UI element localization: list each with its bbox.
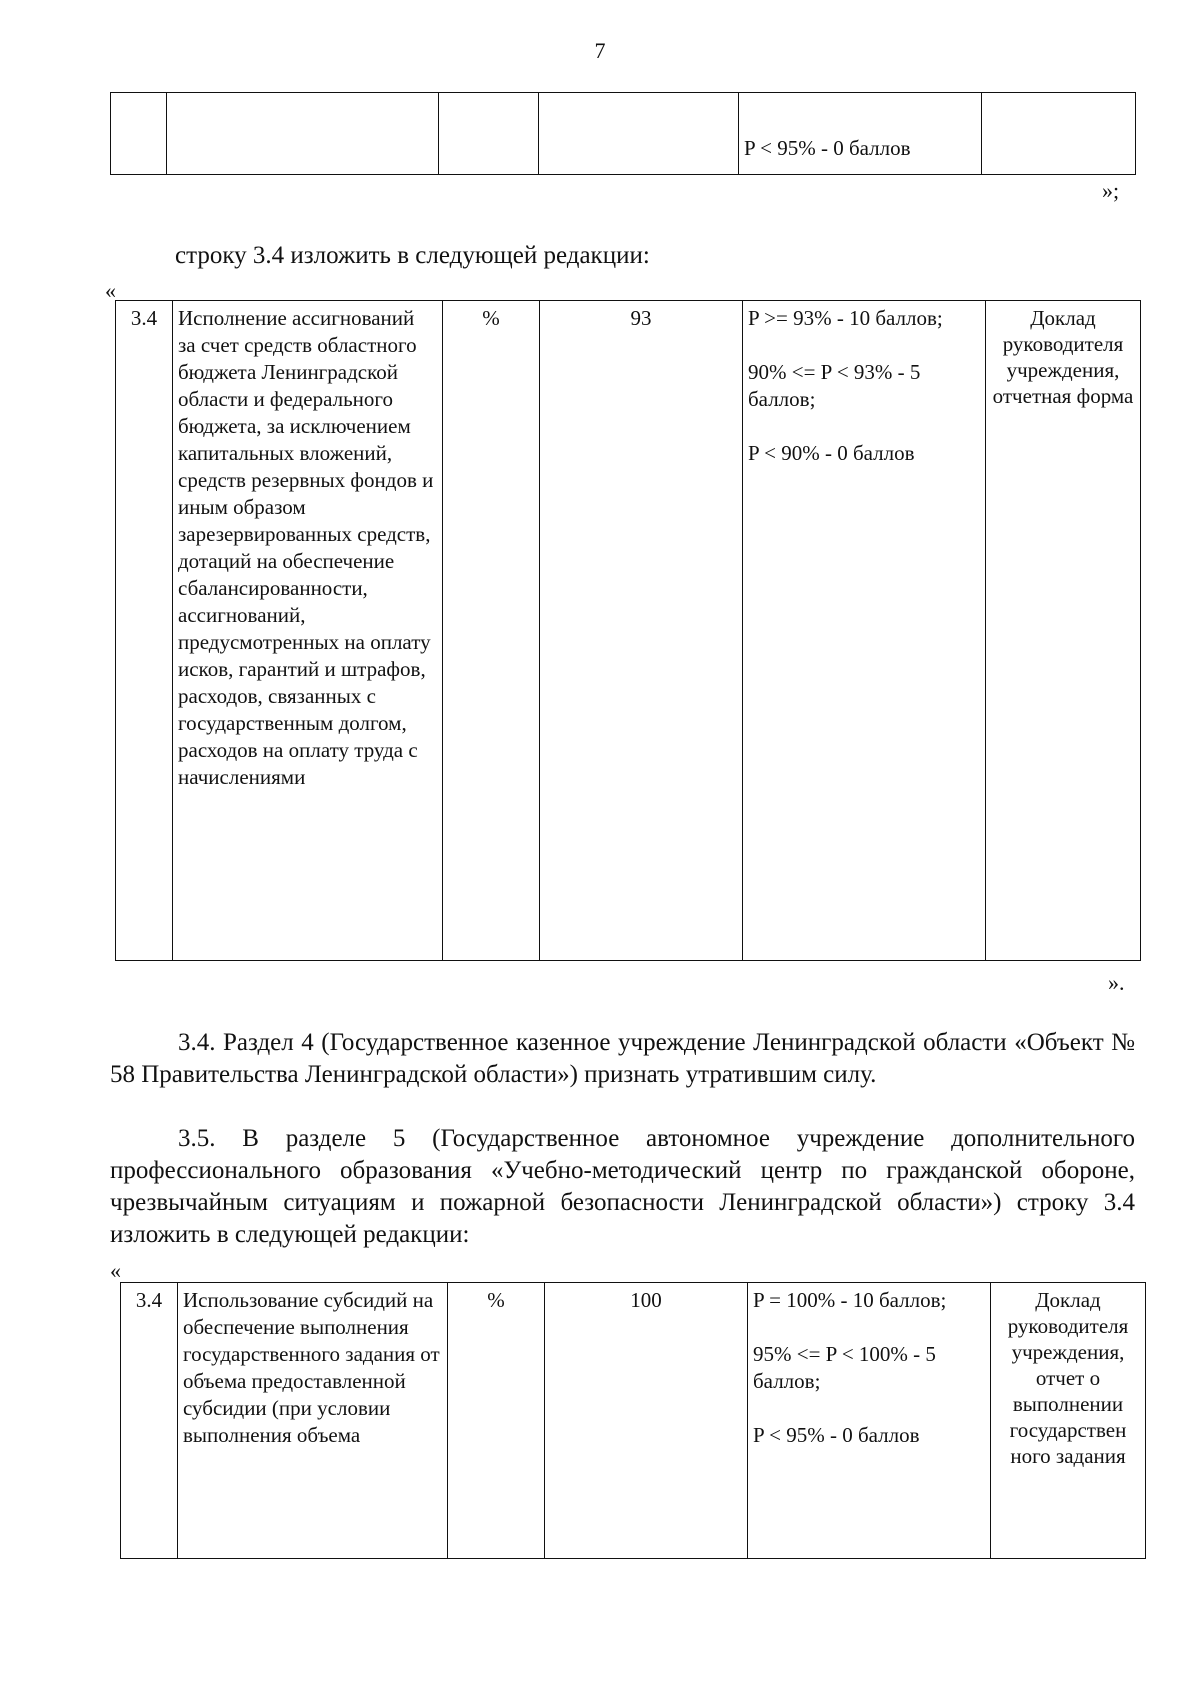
criteria-line: P >= 93% - 10 баллов; xyxy=(748,306,943,330)
unit: % xyxy=(448,1283,545,1559)
indicator-table-2 xyxy=(120,1282,1146,1559)
indicator-name: Использование субсидий на обеспечение выполнения государственного задания от объема предоставленной субсидии (при условии выполнения объема xyxy=(178,1283,448,1559)
closing-quote: »; xyxy=(1102,178,1120,203)
criteria-line: P < 90% - 0 баллов xyxy=(748,441,915,465)
table-row xyxy=(116,301,1141,961)
table-row xyxy=(111,93,1136,175)
target-value: 93 xyxy=(540,301,743,961)
top-table xyxy=(110,92,1136,175)
criteria-cell xyxy=(743,301,986,961)
table-row xyxy=(121,1283,1146,1559)
opening-quote: « xyxy=(105,278,116,303)
row-number: 3.4 xyxy=(116,301,173,961)
row-number: 3.4 xyxy=(121,1283,178,1559)
paragraph-3-4: 3.4. Раздел 4 (Государственное казенное учреждение Ленинградской области «Объект № 58 Правительства Ленинградской области») признать утратившим силу. xyxy=(110,1029,1135,1088)
intro-text: строку 3.4 изложить в следующей редакции: xyxy=(175,242,650,269)
page-number: 7 xyxy=(594,38,606,63)
criteria-line: 95% <= P < 100% - 5 баллов; xyxy=(753,1342,936,1393)
indicator-name: Исполнение ассигнований за счет средств областного бюджета Ленинградской области и федерального бюджета, за исключением капитальных вложений, средств резервных фондов и иным образом зарезервированных средств, дотаций на обеспечение сбалансированности, ассигнований, предусмотренных на оплату исков, гарантий и штрафов, расходов, связанных с государственным долгом, расходов на оплату труда с начислениями xyxy=(173,301,443,961)
criteria-text: P < 95% - 0 баллов xyxy=(744,136,911,160)
target-value: 100 xyxy=(545,1283,748,1559)
criteria-cell xyxy=(748,1283,991,1559)
closing-quote: ». xyxy=(1108,970,1125,995)
indicator-table-1 xyxy=(115,300,1141,961)
criteria-line: 90% <= P < 93% - 5 баллов; xyxy=(748,360,921,411)
criteria-line: P = 100% - 10 баллов; xyxy=(753,1288,947,1312)
data-source: Доклад руководителя учреждения, отчетная форма xyxy=(986,301,1141,961)
criteria-line: P < 95% - 0 баллов xyxy=(753,1423,920,1447)
paragraph-3-5: 3.5. В разделе 5 (Государственное автономное учреждение дополнительного профессионального образования «Учебно-методический центр по гражданской обороне, чрезвычайным ситуациям и пожарной безопасности Ленинградской области») строку 3.4 изложить в следующей редакции: xyxy=(110,1125,1135,1248)
unit: % xyxy=(443,301,540,961)
data-source: Доклад руководителя учреждения, отчет о выполнении государствен ного задания xyxy=(991,1283,1146,1559)
opening-quote: « xyxy=(110,1258,121,1283)
